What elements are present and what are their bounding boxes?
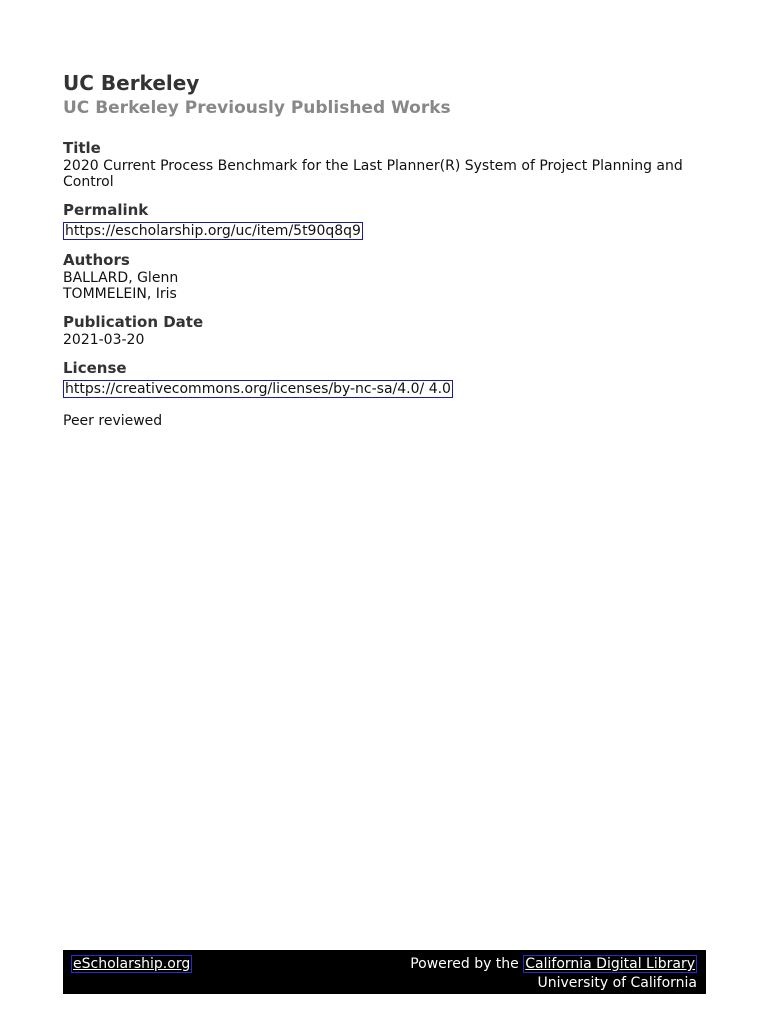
authors-label: Authors	[63, 251, 130, 269]
footer-bar	[63, 950, 706, 994]
publication-date-label: Publication Date	[63, 313, 204, 331]
author-name: TOMMELEIN, Iris	[63, 286, 177, 302]
license-link[interactable]: https://creativecommons.org/licenses/by-nc-sa/4.0/ 4.0	[65, 381, 451, 397]
powered-by-text: Powered by the	[410, 956, 524, 972]
permalink-label: Permalink	[63, 201, 149, 219]
title-section	[63, 138, 706, 190]
footer-right	[410, 955, 697, 993]
footer-left	[71, 955, 192, 973]
permalink-link[interactable]: https://escholarship.org/uc/item/5t90q8q9	[65, 223, 361, 239]
series-title: UC Berkeley Previously Published Works	[63, 98, 451, 118]
license-label: License	[63, 359, 127, 377]
license-section	[63, 358, 706, 398]
campus-name: UC Berkeley	[63, 71, 200, 95]
title-label: Title	[63, 139, 101, 157]
authors-section	[63, 250, 706, 302]
document-title: 2020 Current Process Benchmark for the Last Planner(R) System of Project Planning and Control	[63, 158, 683, 190]
author-name: BALLARD, Glenn	[63, 270, 179, 286]
university-name: University of California	[537, 975, 697, 991]
publication-date: 2021-03-20	[63, 332, 145, 348]
cdl-link[interactable]: California Digital Library	[525, 956, 695, 972]
powered-by-line	[410, 955, 697, 974]
publication-date-section	[63, 312, 706, 348]
permalink-section	[63, 200, 706, 240]
escholarship-link[interactable]: eScholarship.org	[73, 956, 191, 972]
cover-page	[63, 70, 706, 444]
peer-review-status: Peer reviewed	[63, 413, 163, 429]
